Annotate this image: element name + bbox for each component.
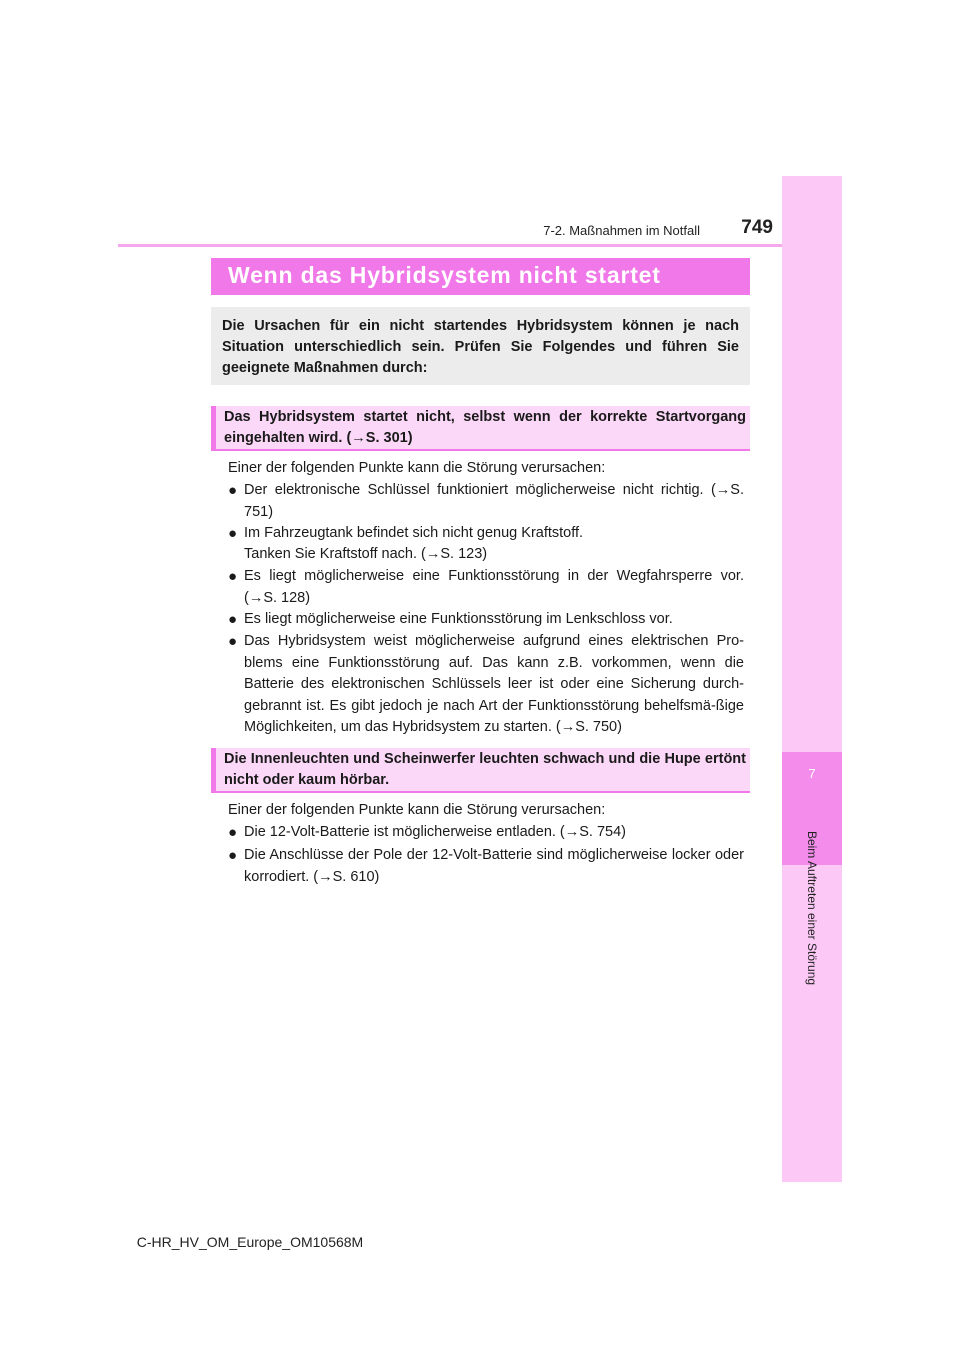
list-item: Es liegt möglicherweise eine Funktionsstörung in der Wegfahrsperre vor. (→S. 128) [244,568,744,606]
list-item: Die Anschlüsse der Pole der 12-Volt-Batterie sind möglicherweise locker oder korrodiert. (→S. 610) [244,847,744,885]
list-item: Im Fahrzeugtank befindet sich nicht genug Kraftstoff. [244,525,584,541]
section-heading-1 [211,406,750,451]
section-heading-text: Das Hybridsystem startet nicht, selbst wenn der korrekte Startvorgang eingehalten wird. (→S. 301) [224,409,746,446]
chapter-side-tab [782,176,842,1182]
page-title: Wenn das Hybridsystem nicht startet [228,262,661,288]
intro-box [211,307,750,385]
bullet-icon: ● [228,633,238,650]
list-item-continuation: Tanken Sie Kraftstoff nach. (→S. 123) [244,546,488,562]
list-item: Das Hybridsystem weist möglicherweise aufgrund eines elektrischen Pro-blems eine Funktionsstörung auf. Das kann z.B. vorkommen, wenn die Batterie des elektronischen Schlüssels leer ist oder eine Sicherung durch-gebrannt ist. Es gibt jedoch je nach Art der Funktionsstörung behelfsmä-ßige Möglichkeiten, um das Hybridsystem zu starten. (→S. 750) [244,633,744,735]
document-id-footer: C-HR_HV_OM_Europe_OM10568M [136,1234,364,1250]
section-heading-2 [211,748,750,793]
intro-text: Die Ursachen für ein nicht startendes Hybridsystem können je nach Situation unterschiedlich sein. Prüfen Sie Folgendes und führen Sie geeignete Maßnahmen durch: [222,318,739,376]
title-bar [211,258,750,295]
page-number: 749 [741,217,773,238]
list-item: Die 12-Volt-Batterie ist möglicherweise entladen. (→S. 754) [244,824,627,840]
section-lead-text: Einer der folgenden Punkte kann die Störung verursachen: [228,460,606,476]
list-item: Es liegt möglicherweise eine Funktionsstörung im Lenkschloss vor. [244,611,673,627]
section-header: 7-2. Maßnahmen im Notfall [543,223,700,238]
chapter-number: 7 [808,766,816,781]
chapter-title: Beim Auftreten einer Störung [805,830,819,986]
bullet-icon: ● [228,568,238,585]
header-divider [118,244,782,247]
section-heading-text: Die Innenleuchten und Scheinwerfer leuchten schwach und die Hupe ertönt nicht oder kaum hörbar. [224,751,746,788]
bullet-icon: ● [228,824,238,841]
bullet-icon: ● [228,847,238,864]
bullet-icon: ● [228,482,238,499]
list-item: Der elektronische Schlüssel funktioniert möglicherweise nicht richtig. (→S. 751) [244,482,744,520]
bullet-icon: ● [228,525,238,542]
section-lead-text: Einer der folgenden Punkte kann die Störung verursachen: [228,802,606,818]
bullet-icon: ● [228,611,238,628]
